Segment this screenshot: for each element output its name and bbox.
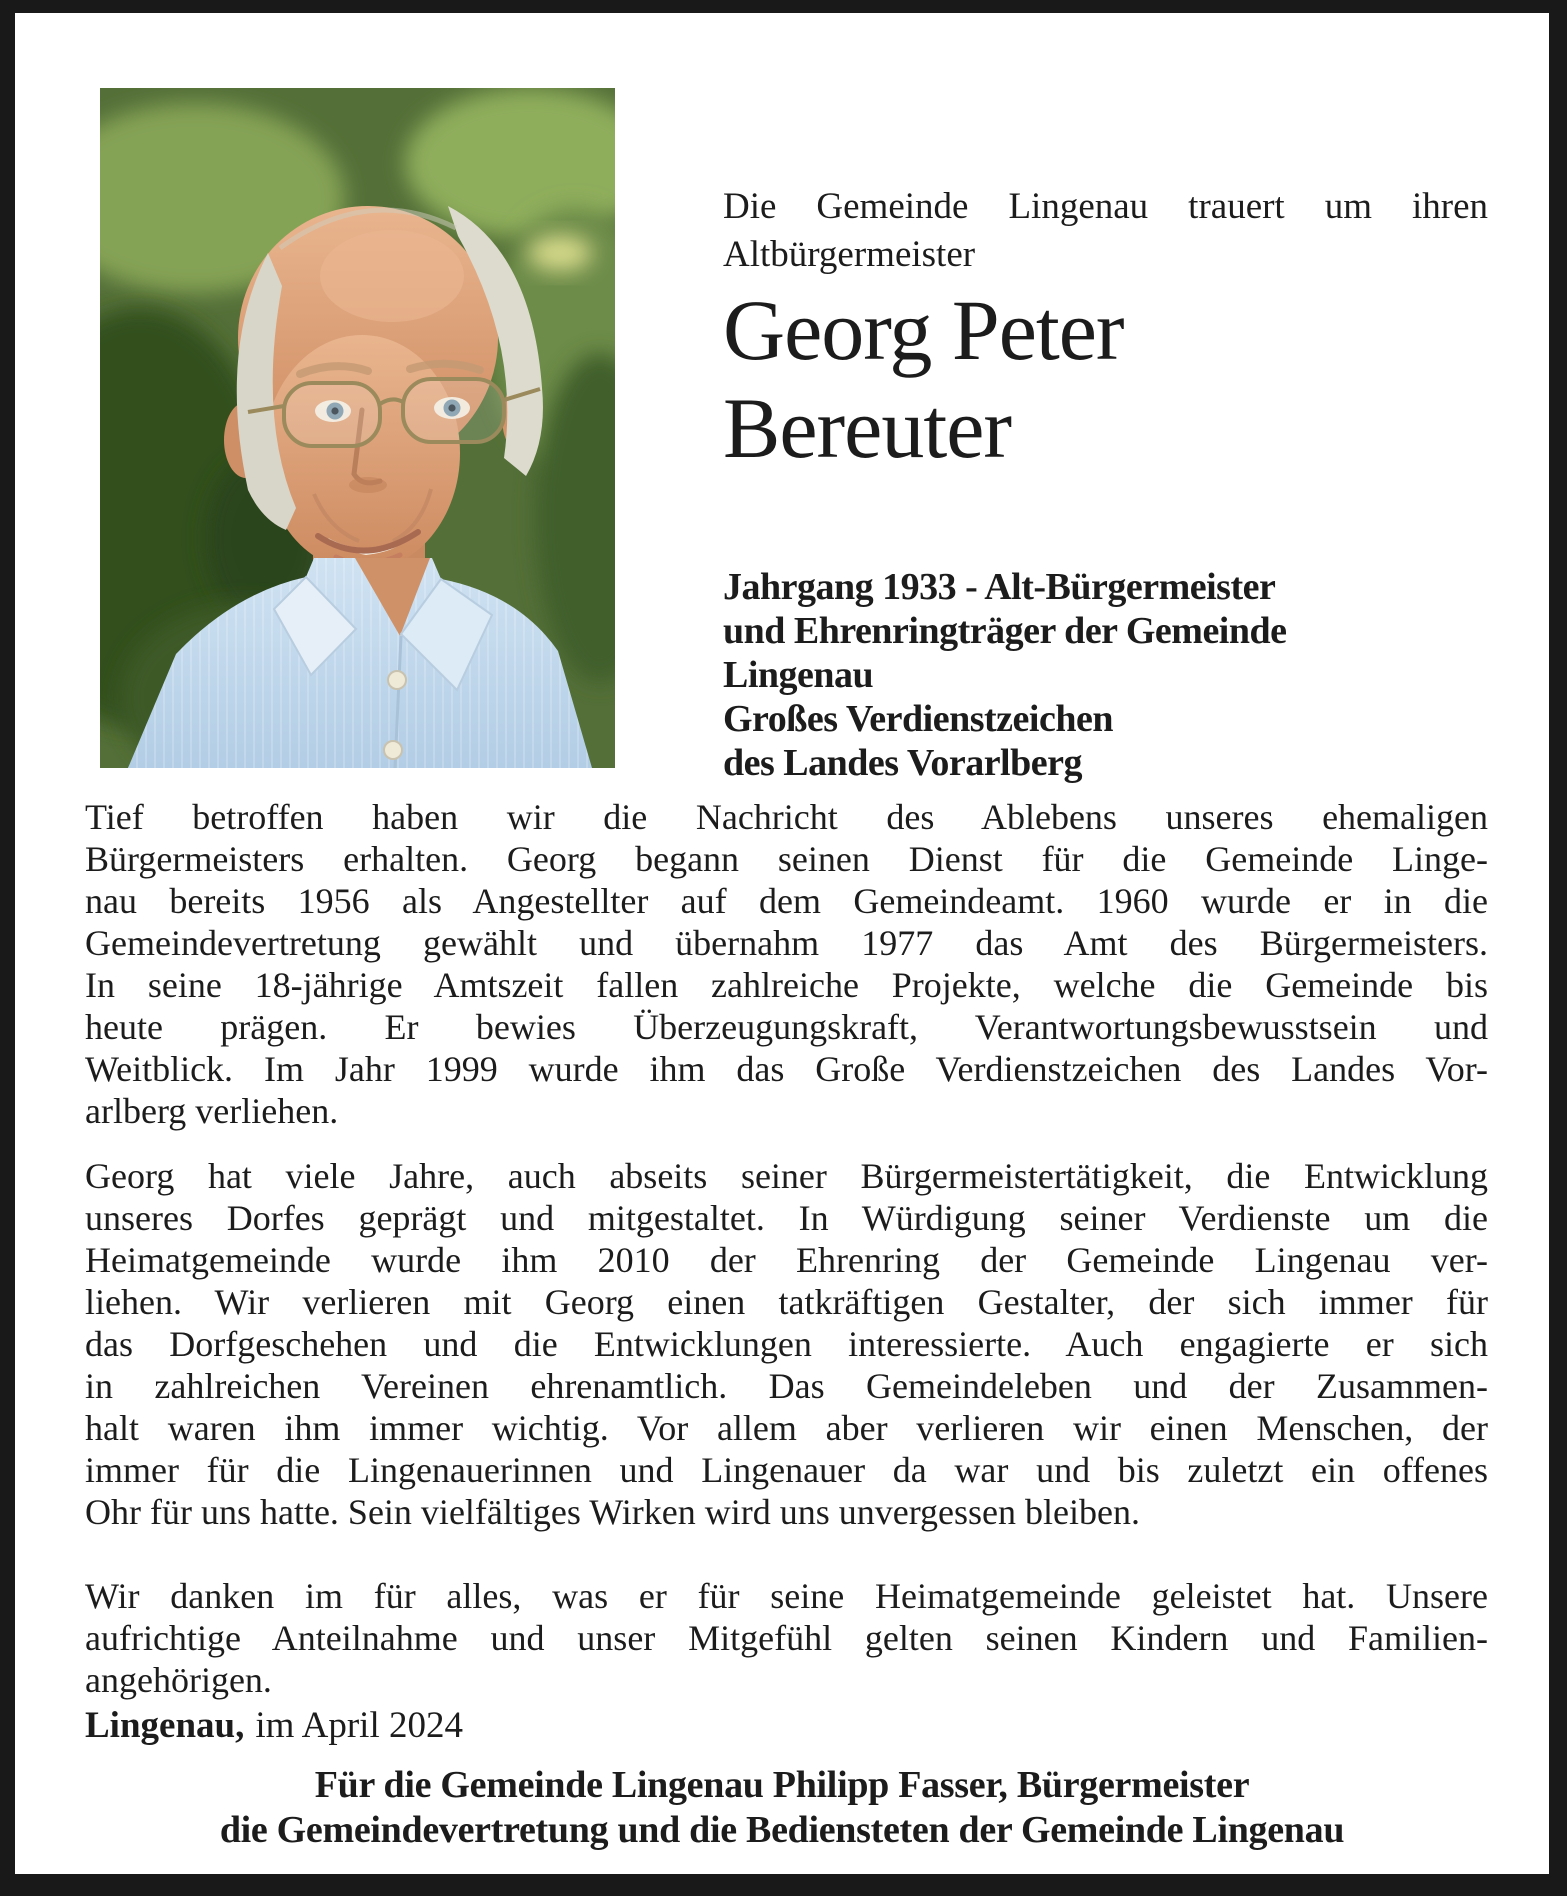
honors-line: Jahrgang 1933 - Alt-Bürgermeister xyxy=(723,566,1276,608)
body-paragraph-3 xyxy=(85,1575,1488,1701)
body-line: Gemeindevertretung gewählt und übernahm 1977 das Amt des Bürgermeisters. xyxy=(85,923,1488,963)
body-line: liehen. Wir verlieren mit Georg einen tatkräftigen Gestalter, der sich immer für xyxy=(85,1282,1488,1322)
intro-line: Die Gemeinde Lingenau trauert um ihren xyxy=(723,186,1488,227)
intro-line: Altbürgermeister xyxy=(723,234,976,275)
body-line: Bürgermeisters erhalten. Georg begann seinen Dienst für die Gemeinde Linge- xyxy=(85,839,1488,879)
name-line: Georg Peter xyxy=(723,282,1124,378)
portrait-photo xyxy=(100,88,615,768)
honors-line: des Landes Vorarlberg xyxy=(723,742,1082,784)
intro-text xyxy=(723,183,1488,279)
body-line: heute prägen. Er bewies Überzeugungskraft, Verantwortungsbewusstsein und xyxy=(85,1007,1488,1047)
name-line: Bereuter xyxy=(723,380,1012,476)
body-line: angehörigen. xyxy=(85,1660,272,1700)
honors-line: und Ehrenringträger der Gemeinde xyxy=(723,610,1287,652)
honors-line: Lingenau xyxy=(723,654,874,696)
deceased-name xyxy=(723,281,1503,477)
honors-block xyxy=(723,565,1488,785)
body-line: immer für die Lingenauerinnen und Lingenauer da war und bis zuletzt ein offenes xyxy=(85,1450,1488,1490)
portrait-photo-svg xyxy=(100,88,615,768)
body-line: unseres Dorfes geprägt und mitgestaltet. In Würdigung seiner Verdienste um die xyxy=(85,1198,1488,1238)
body-line: Ohr für uns hatte. Sein vielfältiges Wirken wird uns unvergessen bleiben. xyxy=(85,1492,1140,1532)
body-line: nau bereits 1956 als Angestellter auf dem Gemeindeamt. 1960 wurde er in die xyxy=(85,881,1488,921)
body-line: das Dorfgeschehen und die Entwicklungen interessierte. Auch engagierte er sich xyxy=(85,1324,1488,1364)
body-line: Heimatgemeinde wurde ihm 2010 der Ehrenring der Gemeinde Lingenau ver- xyxy=(85,1240,1488,1280)
body-line: halt waren ihm immer wichtig. Vor allem aber verlieren wir einen Menschen, der xyxy=(85,1408,1488,1448)
body-line: Weitblick. Im Jahr 1999 wurde ihm das Große Verdienstzeichen des Landes Vor- xyxy=(85,1049,1488,1089)
body-line: In seine 18-jährige Amtszeit fallen zahlreiche Projekte, welche die Gemeinde bis xyxy=(85,965,1488,1005)
signature-block xyxy=(15,1763,1549,1853)
body-line: in zahlreichen Vereinen ehrenamtlich. Das Gemeindeleben und der Zusammen- xyxy=(85,1366,1488,1406)
body-line: Tief betroffen haben wir die Nachricht des Ablebens unseres ehemaligen xyxy=(85,797,1488,837)
signature-line: die Gemeindevertretung und die Bediensteten der Gemeinde Lingenau xyxy=(219,1809,1345,1851)
body-line: Georg hat viele Jahre, auch abseits seiner Bürgermeistertätigkeit, die Entwicklung xyxy=(85,1156,1488,1196)
body-paragraph-2 xyxy=(85,1155,1488,1533)
body-line: arlberg verliehen. xyxy=(85,1091,339,1131)
body-paragraph-1 xyxy=(85,796,1488,1132)
dateline xyxy=(85,1703,463,1749)
body-line: Wir danken im für alles, was er für seine Heimatgemeinde geleistet hat. Unsere xyxy=(85,1576,1488,1616)
dateline-place: Lingenau, xyxy=(85,1705,245,1746)
honors-line: Großes Verdienstzeichen xyxy=(723,698,1113,740)
body-line: aufrichtige Anteilnahme und unser Mitgefühl gelten seinen Kindern und Familien- xyxy=(85,1618,1488,1658)
signature-line: Für die Gemeinde Lingenau Philipp Fasser, Bürgermeister xyxy=(314,1764,1250,1806)
dateline-date: im April 2024 xyxy=(255,1705,463,1746)
